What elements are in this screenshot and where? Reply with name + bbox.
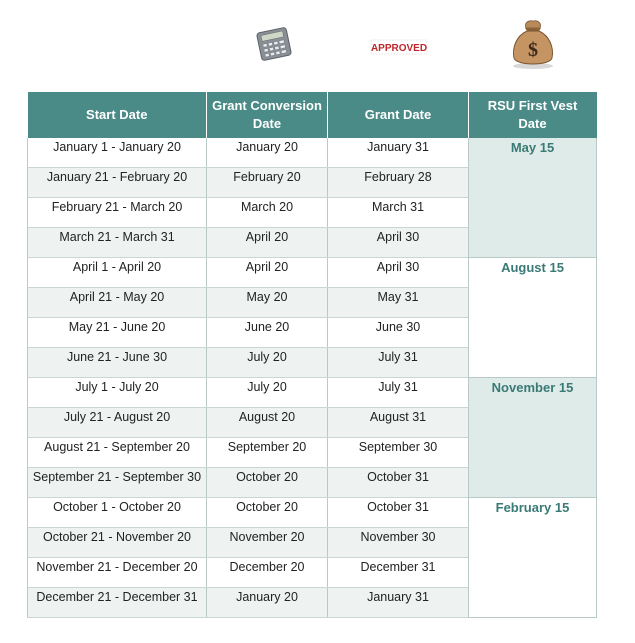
grant-conversion-date-cell: September 20 [207,438,328,468]
grant-conversion-date-cell: April 20 [207,228,328,258]
grant-conversion-date-cell: February 20 [207,168,328,198]
rsu-first-vest-date-cell: November 15 [469,378,597,498]
grant-date-cell: January 31 [328,138,469,168]
grant-date-cell: July 31 [328,348,469,378]
money-bag-icon [508,16,558,70]
approved-stamp-icon [370,38,428,56]
header-grant-conversion-date: Grant Conversion Date [207,92,328,138]
header-start-date: Start Date [28,92,207,138]
grant-conversion-date-cell: October 20 [207,468,328,498]
grant-conversion-date-cell: November 20 [207,528,328,558]
svg-text:$: $ [528,39,538,61]
start-date-cell: May 21 - June 20 [28,318,207,348]
table-row [28,138,597,168]
grant-conversion-date-cell: December 20 [207,558,328,588]
grant-conversion-date-cell: May 20 [207,288,328,318]
grant-date-cell: July 31 [328,378,469,408]
grant-date-cell: September 30 [328,438,469,468]
rsu-first-vest-date-cell: May 15 [469,138,597,258]
grant-date-cell: January 31 [328,588,469,618]
svg-text:APPROVED: APPROVED [370,43,428,54]
grant-date-cell: December 31 [328,558,469,588]
grant-conversion-date-cell: January 20 [207,588,328,618]
start-date-cell: September 21 - September 30 [28,468,207,498]
grant-date-cell: April 30 [328,258,469,288]
start-date-cell: November 21 - December 20 [28,558,207,588]
start-date-cell: January 21 - February 20 [28,168,207,198]
table-row [28,258,597,288]
grant-date-cell: February 28 [328,168,469,198]
start-date-cell: April 1 - April 20 [28,258,207,288]
grant-conversion-date-cell: July 20 [207,378,328,408]
start-date-cell: August 21 - September 20 [28,438,207,468]
grant-date-cell: November 30 [328,528,469,558]
vesting-schedule-table [27,92,597,618]
grant-conversion-date-cell: April 20 [207,258,328,288]
grant-conversion-date-cell: August 20 [207,408,328,438]
rsu-first-vest-date-cell: August 15 [469,258,597,378]
table-row [28,378,597,408]
header-rsu-first-vest-date: RSU First Vest Date [469,92,597,138]
start-date-cell: October 21 - November 20 [28,528,207,558]
rsu-first-vest-date-cell: February 15 [469,498,597,618]
grant-date-cell: June 30 [328,318,469,348]
grant-date-cell: May 31 [328,288,469,318]
start-date-cell: March 21 - March 31 [28,228,207,258]
grant-conversion-date-cell: March 20 [207,198,328,228]
header-grant-date: Grant Date [328,92,469,138]
grant-conversion-date-cell: October 20 [207,498,328,528]
calculator-icon [255,26,293,62]
start-date-cell: February 21 - March 20 [28,198,207,228]
table-row [28,498,597,528]
table-header-row [28,92,597,138]
grant-date-cell: August 31 [328,408,469,438]
start-date-cell: July 1 - July 20 [28,378,207,408]
start-date-cell: October 1 - October 20 [28,498,207,528]
start-date-cell: June 21 - June 30 [28,348,207,378]
grant-date-cell: October 31 [328,468,469,498]
grant-conversion-date-cell: January 20 [207,138,328,168]
grant-conversion-date-cell: June 20 [207,318,328,348]
grant-date-cell: March 31 [328,198,469,228]
start-date-cell: January 1 - January 20 [28,138,207,168]
start-date-cell: April 21 - May 20 [28,288,207,318]
start-date-cell: December 21 - December 31 [28,588,207,618]
start-date-cell: July 21 - August 20 [28,408,207,438]
grant-conversion-date-cell: July 20 [207,348,328,378]
grant-date-cell: October 31 [328,498,469,528]
grant-date-cell: April 30 [328,228,469,258]
